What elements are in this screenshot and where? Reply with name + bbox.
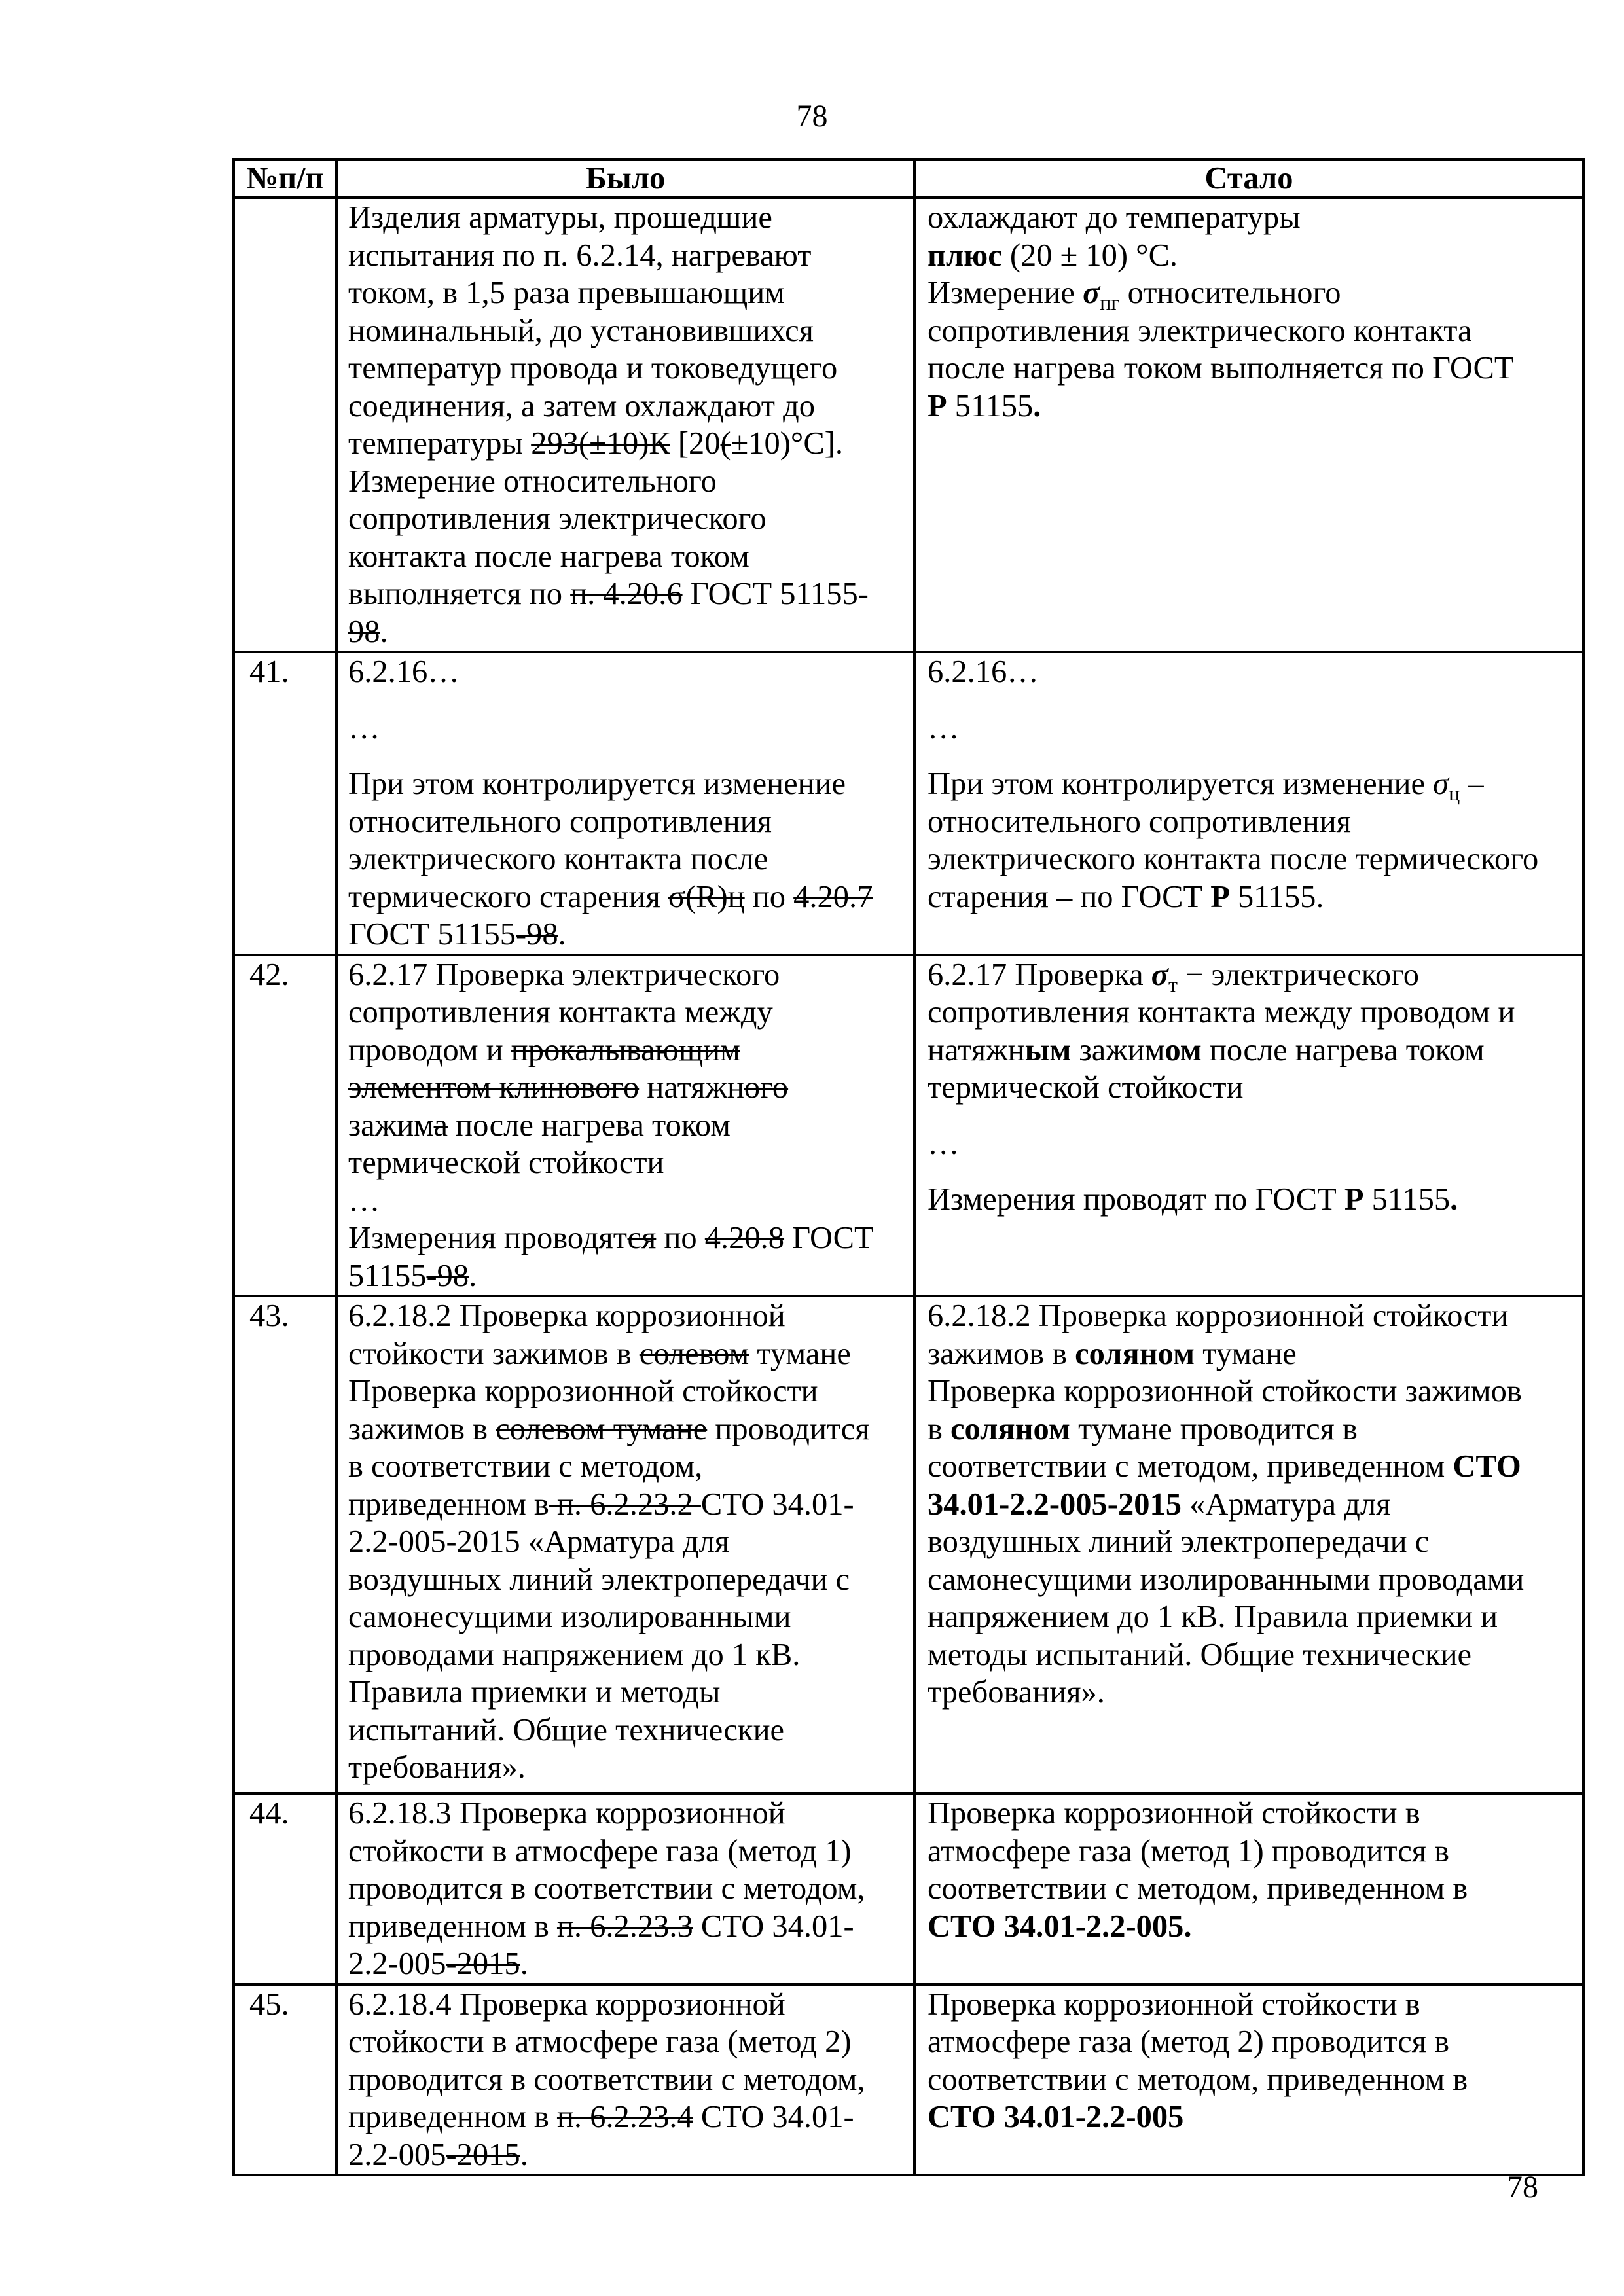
- inserted-bold-text: .: [1033, 388, 1041, 423]
- row-number: 45.: [234, 1984, 336, 2176]
- text-line: [928, 653, 1577, 691]
- text-line: [348, 803, 907, 841]
- cell-was: [336, 1984, 914, 2176]
- deleted-text: п. 6.2.23.3: [556, 1909, 693, 1944]
- text-segment: 2.2-005-2015 «Арматура для: [348, 1524, 730, 1559]
- table-row: [234, 1296, 1583, 1793]
- text-line: [928, 1598, 1577, 1636]
- text-segment: атмосфере газа (метод 2) проводится в: [928, 2024, 1450, 2059]
- text-line: [928, 1833, 1577, 1871]
- text-segment: атмосфере газа (метод 1) проводится в: [928, 1833, 1450, 1869]
- page-number-bottom: 78: [1507, 2170, 1538, 2204]
- text-line: [348, 613, 907, 651]
- text-segment: самонесущими изолированными проводами: [928, 1562, 1525, 1597]
- text-line: [928, 1125, 1577, 1163]
- deleted-text: п. 6.2.23.4: [556, 2100, 693, 2134]
- text-segment: методы испытаний. Общие технические: [928, 1637, 1472, 1672]
- row-number: 42.: [234, 955, 336, 1297]
- text-line: [928, 1069, 1577, 1107]
- text-segment: натяжн: [639, 1070, 744, 1105]
- text-segment: зажимов в: [928, 1336, 1075, 1371]
- text-segment: СТО 34.01-: [700, 1486, 854, 1522]
- inserted-bold-text: ом: [1164, 1032, 1202, 1067]
- text-segment: 6.2.18.3 Проверка коррозионной: [348, 1796, 785, 1831]
- text-segment: –: [1460, 766, 1484, 801]
- deleted-text: -2015: [446, 2137, 520, 2172]
- text-line: [928, 1561, 1577, 1599]
- text-line: [348, 237, 907, 275]
- text-segment: требования».: [928, 1675, 1105, 1710]
- text-line: [928, 1674, 1577, 1712]
- text-segment: 51155: [348, 1258, 427, 1293]
- text-segment: натяжн: [928, 1032, 1025, 1067]
- text-line: [348, 916, 907, 954]
- row-number: 43.: [234, 1296, 336, 1793]
- text-line: [348, 1257, 907, 1295]
- text-line: [928, 1448, 1577, 1486]
- text-segment: требования».: [348, 1750, 526, 1785]
- text-line: [928, 1297, 1577, 1335]
- text-line: [348, 1795, 907, 1833]
- inserted-bold-text: плюс: [928, 238, 1002, 273]
- text-line: [928, 994, 1577, 1031]
- inserted-bold-text: ым: [1024, 1032, 1072, 1067]
- text-segment: воздушных линий электропередачи с: [348, 1562, 850, 1597]
- cell-was: [336, 652, 914, 955]
- text-line: [348, 1144, 907, 1182]
- text-segment: относительного сопротивления: [348, 804, 772, 839]
- text-segment: 6.2.17 Проверка электрического: [348, 957, 780, 992]
- text-segment: зажимов в: [348, 1411, 496, 1446]
- text-segment: .: [380, 614, 388, 649]
- text-segment: током, в 1,5 раза превышающим: [348, 276, 785, 310]
- text-line: [928, 1410, 1577, 1448]
- text-segment: Проверка коррозионной стойкости в: [928, 1796, 1420, 1831]
- text-segment: ±10)°С].: [731, 426, 843, 461]
- text-line: [348, 1335, 907, 1373]
- text-line: [348, 956, 907, 994]
- text-line: [928, 1335, 1577, 1373]
- text-segment: соответствии с методом, приведенном в: [928, 2062, 1468, 2097]
- text-line: [928, 1636, 1577, 1674]
- text-line: [928, 1795, 1577, 1833]
- text-segment: проводом и: [348, 1032, 511, 1067]
- cell-became: [914, 1984, 1583, 2176]
- text-segment: ГОСТ 51155: [348, 917, 516, 952]
- text-line: [928, 1986, 1577, 2024]
- text-segment: проводами напряжением до 1 кВ.: [348, 1637, 801, 1672]
- text-line: [348, 1870, 907, 1908]
- text-line: [348, 1945, 907, 1983]
- text-segment: сопротивления контакта между проводом и: [928, 995, 1515, 1030]
- text-line: [928, 878, 1577, 916]
- text-segment: СТО 34.01-: [693, 1909, 854, 1944]
- text-line: [348, 199, 907, 237]
- text-segment: 2.2-005: [348, 1946, 446, 1981]
- text-line: [928, 1523, 1577, 1561]
- text-segment: стойкости в атмосфере газа (метод 2): [348, 2024, 852, 2059]
- inserted-bold-text: соляном: [1075, 1336, 1195, 1371]
- text-segment: При этом контролируется изменение: [928, 766, 1434, 801]
- deleted-text: а: [433, 1107, 448, 1143]
- text-segment: Измерения проводят по ГОСТ: [928, 1182, 1344, 1217]
- text-segment: температур провода и токоведущего: [348, 351, 838, 386]
- text-line: [348, 575, 907, 613]
- text-line: [348, 653, 907, 691]
- text-segment: .: [558, 917, 566, 952]
- text-segment: Изделия арматуры, прошедшие: [348, 200, 772, 235]
- text-line: [928, 387, 1577, 425]
- text-segment: в: [928, 1411, 951, 1446]
- text-segment: после нагрева током: [448, 1107, 731, 1143]
- text-segment: приведенном в: [348, 2100, 557, 2134]
- text-line: [928, 350, 1577, 387]
- text-segment: .: [520, 2137, 528, 2172]
- text-segment: температуры: [348, 426, 532, 461]
- deleted-text: элементом клинового: [348, 1070, 640, 1105]
- text-line: [348, 1598, 907, 1636]
- symbol-sigma: σ: [1151, 957, 1168, 992]
- row-number: 41.: [234, 652, 336, 955]
- text-segment: по: [656, 1221, 705, 1255]
- text-line: [928, 803, 1577, 841]
- text-line: [348, 425, 907, 463]
- deleted-text: -2015: [446, 1946, 520, 1981]
- cell-became: [914, 955, 1583, 1297]
- text-line: [348, 1410, 907, 1448]
- table-body: [234, 198, 1583, 2175]
- line-spacer: [928, 1107, 1577, 1125]
- text-segment: приведенном в: [348, 1486, 549, 1522]
- text-line: [348, 500, 907, 538]
- text-segment: воздушных линий электропередачи с: [928, 1524, 1430, 1559]
- text-segment: номинальный, до установившихся: [348, 313, 814, 348]
- text-line: [348, 1069, 907, 1107]
- inserted-bold-text: СТО: [1453, 1449, 1521, 1484]
- text-segment: электрического контакта после термического: [928, 842, 1539, 876]
- line-spacer: [928, 747, 1577, 765]
- line-spacer: [348, 747, 907, 765]
- text-line: [348, 1372, 907, 1410]
- header-was: Было: [336, 160, 914, 198]
- text-line: [928, 709, 1577, 747]
- text-segment: [20: [670, 426, 721, 461]
- text-line: [348, 1749, 907, 1787]
- table-header-row: [234, 160, 1583, 198]
- inserted-bold-text: Р: [928, 388, 947, 423]
- text-line: [348, 1297, 907, 1335]
- text-line: [348, 1712, 907, 1749]
- inserted-bold-text: Р: [1210, 879, 1230, 914]
- text-segment: по: [744, 879, 794, 914]
- text-line: [928, 237, 1577, 275]
- inserted-bold-text: соляном: [950, 1411, 1070, 1446]
- text-line: [928, 1908, 1577, 1946]
- text-line: [348, 1523, 907, 1561]
- text-segment: контакта после нагрева током: [348, 539, 749, 574]
- deleted-text: -98: [516, 917, 558, 952]
- text-line: [348, 2061, 907, 2099]
- cell-became: [914, 652, 1583, 955]
- text-segment: испытаний. Общие технические: [348, 1712, 785, 1748]
- text-segment: термической стойкости: [348, 1145, 664, 1180]
- text-line: [348, 1986, 907, 2024]
- text-segment: испытания по п. 6.2.14, нагревают: [348, 238, 812, 273]
- text-line: [928, 2098, 1577, 2136]
- text-segment: − электрического: [1177, 957, 1420, 992]
- text-segment: после нагрева током: [1201, 1032, 1485, 1067]
- text-segment: 51155.: [1229, 879, 1324, 914]
- text-segment: электрического контакта после: [348, 842, 768, 876]
- subscript-text: т: [1168, 972, 1178, 996]
- row-number: 44.: [234, 1793, 336, 1984]
- subscript-text: пг: [1100, 291, 1120, 314]
- text-segment: При этом контролируется изменение: [348, 766, 846, 801]
- symbol-sigma: σ: [1083, 276, 1100, 310]
- text-segment: стойкости в атмосфере газа (метод 1): [348, 1833, 852, 1869]
- text-segment: Правила приемки и методы: [348, 1675, 721, 1710]
- deleted-text: 293(±10)К: [531, 426, 670, 461]
- text-segment: 6.2.17 Проверка: [928, 957, 1151, 992]
- inserted-bold-text: Р: [1344, 1182, 1364, 1217]
- text-line: [928, 2023, 1577, 2061]
- text-segment: после нагрева током выполняется по ГОСТ: [928, 351, 1514, 386]
- subscript-text: ц: [1449, 781, 1460, 805]
- text-line: [348, 1448, 907, 1486]
- text-line: [928, 312, 1577, 350]
- deleted-text: 98: [348, 614, 380, 649]
- text-segment: зажим: [1071, 1032, 1165, 1067]
- text-segment: СТО 34.01-: [693, 2100, 854, 2134]
- text-line: [928, 274, 1577, 312]
- text-segment: .: [469, 1258, 477, 1293]
- text-line: [348, 1833, 907, 1871]
- text-segment: …: [928, 710, 960, 745]
- table-row: [234, 1984, 1583, 2176]
- text-segment: в соответствии с методом,: [348, 1449, 703, 1484]
- inserted-bold-text: СТО 34.01-2.2-005.: [928, 1909, 1192, 1944]
- text-segment: термического старения: [348, 879, 668, 914]
- comparison-table: [232, 158, 1585, 2176]
- text-line: [928, 765, 1577, 803]
- text-segment: тумане: [1195, 1336, 1297, 1371]
- table-row: [234, 1793, 1583, 1984]
- text-line: [928, 1181, 1577, 1219]
- text-segment: приведенном в: [348, 1909, 557, 1944]
- table-row: [234, 198, 1583, 652]
- deleted-text: прокалывающим: [511, 1032, 740, 1067]
- text-line: [928, 1870, 1577, 1908]
- text-segment: термической стойкости: [928, 1070, 1244, 1105]
- text-segment: тумане проводится в: [1070, 1411, 1358, 1446]
- header-became: Стало: [914, 160, 1583, 198]
- text-segment: охлаждают до температуры: [928, 200, 1301, 235]
- text-segment: 6.2.16…: [928, 655, 1039, 689]
- text-segment: проводится в соответствии с методом,: [348, 1871, 865, 1906]
- text-segment: …: [348, 710, 380, 745]
- deleted-text: ого: [744, 1070, 789, 1105]
- text-segment: ГОСТ: [784, 1221, 874, 1255]
- page-number-top: 78: [796, 99, 828, 134]
- text-line: [348, 350, 907, 387]
- text-segment: Проверка коррозионной стойкости: [348, 1374, 818, 1408]
- text-segment: .: [520, 1946, 528, 1981]
- text-line: [348, 709, 907, 747]
- text-segment: Проверка коррозионной стойкости в: [928, 1986, 1420, 2022]
- text-segment: сопротивления электрического: [348, 501, 767, 536]
- text-line: [928, 840, 1577, 878]
- text-line: [348, 1107, 907, 1145]
- cell-became: [914, 1793, 1583, 1984]
- text-segment: сопротивления электрического контакта: [928, 313, 1472, 348]
- line-spacer: [348, 691, 907, 709]
- text-line: [928, 956, 1577, 994]
- text-segment: тумане: [749, 1336, 851, 1371]
- text-line: [348, 1561, 907, 1599]
- cell-was: [336, 1296, 914, 1793]
- deleted-text: солевом тумане: [496, 1411, 708, 1446]
- text-segment: …: [348, 1183, 380, 1218]
- cell-became: [914, 198, 1583, 652]
- deleted-text: п. 6.2.23.2: [549, 1486, 701, 1522]
- text-line: [348, 878, 907, 916]
- text-line: [348, 765, 907, 803]
- text-line: [348, 1674, 907, 1712]
- text-line: [348, 1219, 907, 1257]
- text-line: [928, 1372, 1577, 1410]
- text-segment: (20 ± 10) °С.: [1001, 238, 1178, 273]
- deleted-text: -98: [426, 1258, 469, 1293]
- text-line: [348, 463, 907, 501]
- text-segment: соответствии с методом, приведенном: [928, 1449, 1453, 1484]
- text-segment: 6.2.18.2 Проверка коррозионной: [348, 1299, 785, 1333]
- inserted-bold-text: .: [1450, 1182, 1458, 1217]
- text-line: [348, 1908, 907, 1946]
- text-line: [348, 274, 907, 312]
- text-segment: 51155: [947, 388, 1034, 423]
- text-segment: проводится в соответствии с методом,: [348, 2062, 865, 2097]
- table-row: [234, 955, 1583, 1297]
- inserted-bold-text: 34.01-2.2-005-2015: [928, 1486, 1182, 1522]
- text-segment: соединения, а затем охлаждают до: [348, 388, 816, 423]
- cell-was: [336, 955, 914, 1297]
- text-line: [348, 387, 907, 425]
- text-line: [928, 199, 1577, 237]
- text-line: [348, 994, 907, 1031]
- cell-became: [914, 1296, 1583, 1793]
- text-line: [348, 1486, 907, 1524]
- text-segment: 6.2.18.2 Проверка коррозионной стойкости: [928, 1299, 1509, 1333]
- text-line: [348, 1636, 907, 1674]
- line-spacer: [928, 1162, 1577, 1181]
- text-segment: Измерения проводят: [348, 1221, 628, 1255]
- text-segment: самонесущими изолированными: [348, 1600, 791, 1634]
- text-segment: «Арматура для: [1181, 1486, 1391, 1522]
- text-line: [348, 2136, 907, 2174]
- cell-was: [336, 198, 914, 652]
- text-segment: Проверка коррозионной стойкости зажимов: [928, 1374, 1522, 1408]
- header-number: №п/п: [234, 160, 336, 198]
- row-number: [234, 198, 336, 652]
- text-line: [348, 2023, 907, 2061]
- table-row: [234, 652, 1583, 955]
- deleted-text: п. 4.20.6: [570, 577, 683, 611]
- text-segment: 2.2-005: [348, 2137, 446, 2172]
- text-segment: стойкости зажимов в: [348, 1336, 640, 1371]
- text-line: [348, 1031, 907, 1069]
- text-segment: Измерение: [928, 276, 1083, 310]
- text-segment: относительного сопротивления: [928, 804, 1351, 839]
- line-spacer: [928, 691, 1577, 709]
- cell-was: [336, 1793, 914, 1984]
- text-segment: …: [928, 1126, 960, 1161]
- text-line: [348, 538, 907, 576]
- text-segment: старения – по ГОСТ: [928, 879, 1211, 914]
- text-segment: сопротивления контакта между: [348, 995, 773, 1030]
- text-segment: 6.2.16…: [348, 655, 460, 689]
- inserted-bold-text: СТО 34.01-2.2-005: [928, 2100, 1184, 2134]
- text-segment: относительного: [1119, 276, 1341, 310]
- deleted-text: ся: [627, 1221, 657, 1255]
- text-segment: выполняется по: [348, 577, 571, 611]
- text-line: [348, 840, 907, 878]
- text-line: [928, 1031, 1577, 1069]
- deleted-text: σ(R)ц: [668, 879, 745, 914]
- text-line: [348, 2098, 907, 2136]
- symbol-sigma: σ: [1433, 766, 1449, 801]
- text-segment: 51155: [1363, 1182, 1451, 1217]
- text-segment: ГОСТ 51155-: [682, 577, 869, 611]
- deleted-text: 4.20.8: [704, 1221, 785, 1255]
- text-segment: зажим: [348, 1107, 434, 1143]
- text-line: [348, 1182, 907, 1220]
- text-segment: соответствии с методом, приведенном в: [928, 1871, 1468, 1906]
- deleted-text: солевом: [639, 1336, 749, 1371]
- text-line: [928, 2061, 1577, 2099]
- text-segment: Измерение относительного: [348, 463, 717, 499]
- deleted-text: (: [720, 426, 731, 461]
- text-segment: проводится: [707, 1411, 870, 1446]
- text-segment: напряжением до 1 кВ. Правила приемки и: [928, 1600, 1498, 1634]
- text-line: [348, 312, 907, 350]
- text-line: [928, 1486, 1577, 1524]
- text-segment: 6.2.18.4 Проверка коррозионной: [348, 1986, 785, 2022]
- deleted-text: 4.20.7: [793, 879, 873, 914]
